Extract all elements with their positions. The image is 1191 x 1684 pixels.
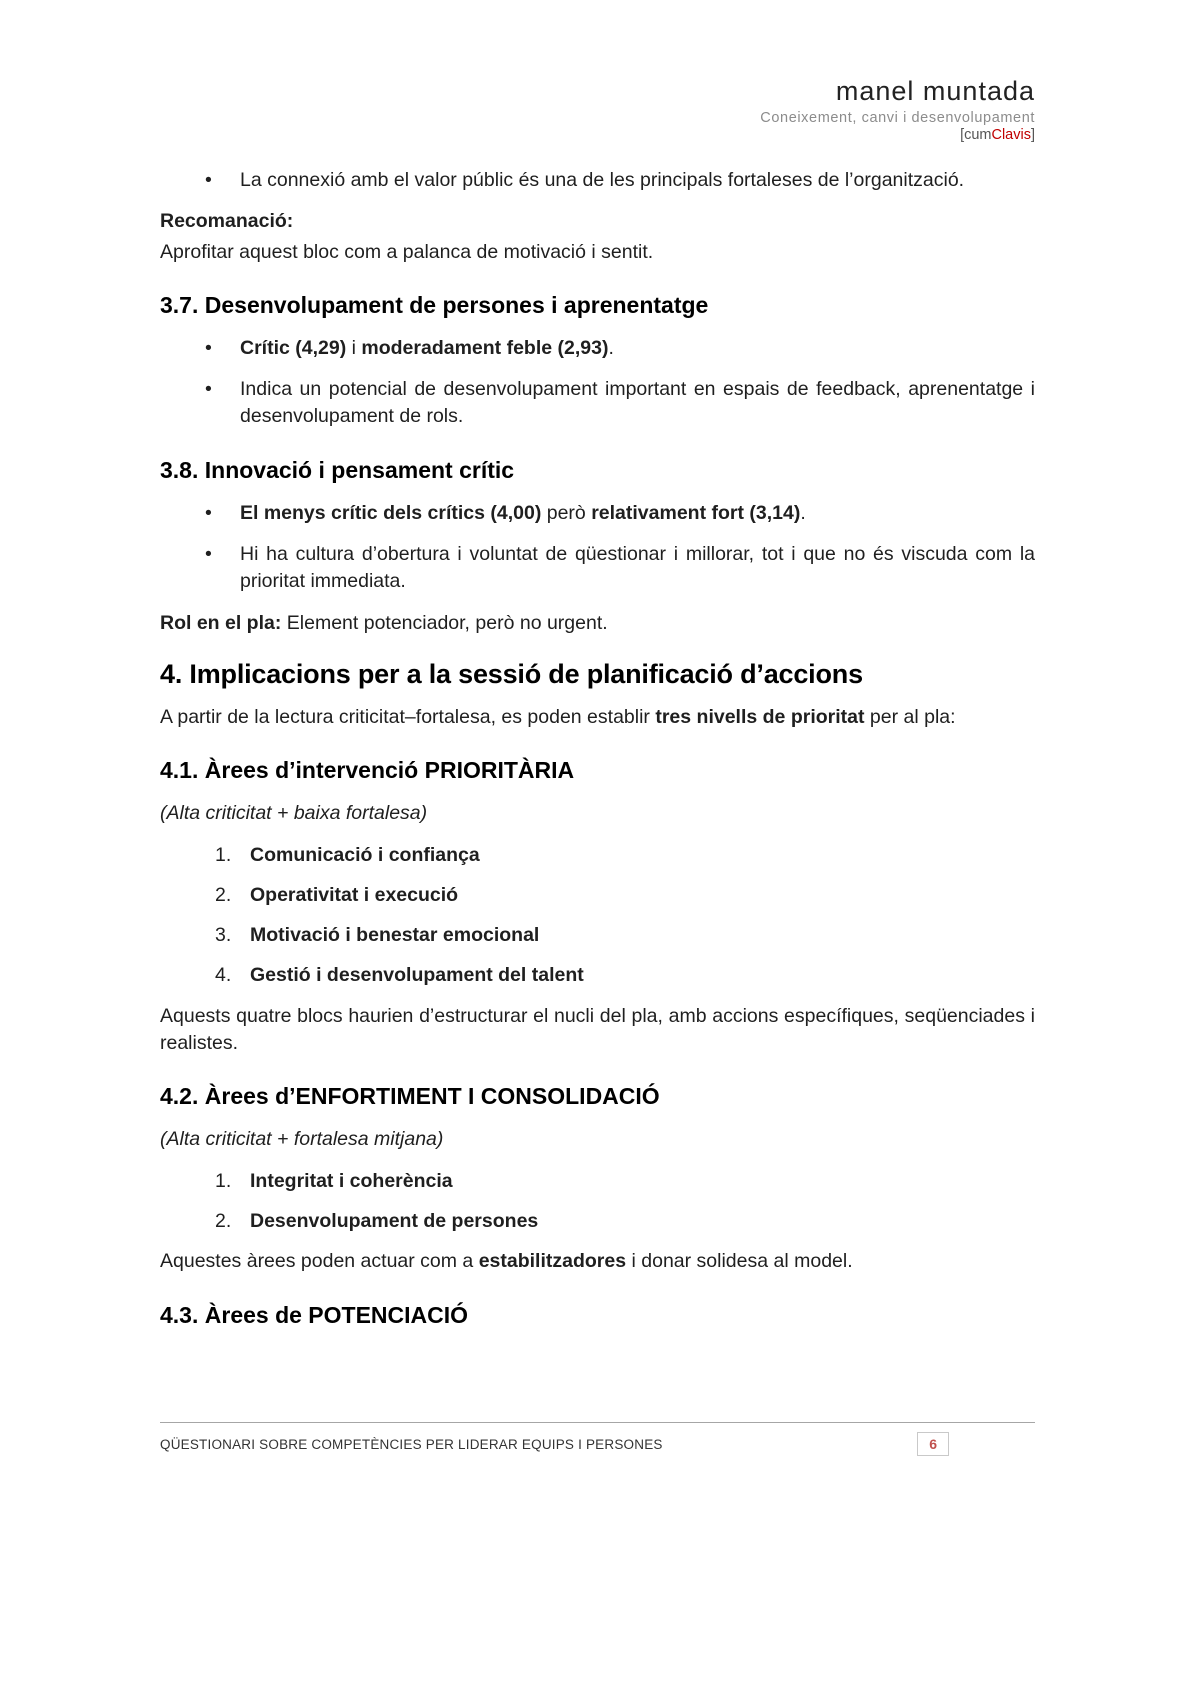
- footer-document-title: QÜESTIONARI SOBRE COMPETÈNCIES PER LIDERAR EQUIPS I PERSONES: [160, 1436, 663, 1452]
- list-number: 1.: [215, 843, 232, 866]
- bullet-text: Indica un potencial de desenvolupament important en espais de feedback, aprenentatge i desenvolupament de rols.: [240, 378, 1035, 428]
- bullet-item: [205, 376, 1035, 431]
- author-name: manel muntada: [835, 76, 1035, 106]
- section-4-1-title: 4.1. Àrees d’intervenció PRIORITÀRIA: [160, 757, 575, 784]
- bullet-icon: •: [205, 543, 212, 566]
- section-3-8-title: 3.8. Innovació i pensament crític: [160, 456, 515, 483]
- bullet-item: [205, 500, 1035, 527]
- list-number: 2.: [215, 883, 232, 906]
- section-4-3-title: 4.3. Àrees de POTENCIACIÓ: [160, 1301, 469, 1328]
- list-number: 4.: [215, 964, 232, 987]
- bullet-bold-segment: El menys crític dels crítics (4,00): [240, 501, 542, 524]
- bullet-plain-segment: però: [541, 501, 592, 524]
- bullet-plain-segment: .: [608, 336, 614, 359]
- list-number: 1.: [215, 1169, 232, 1192]
- section-4-1-paragraph: Aquests quatre blocs haurien d’estructurar el nucli del pla, amb accions específiques, seqüenciades i realistes.: [160, 1004, 1035, 1055]
- paragraph-bold-segment: estabilitzadores: [478, 1250, 627, 1273]
- document-header: [160, 76, 1035, 143]
- brand-mark-prefix: [cum: [960, 127, 992, 143]
- section-3-7-title: 3.7. Desenvolupament de persones i aprenentatge: [160, 291, 709, 318]
- bullet-text: La connexió amb el valor públic és una de les principals fortaleses de l’organització.: [240, 169, 965, 191]
- list-number: 2.: [215, 1209, 232, 1232]
- numbered-list-item: [215, 1168, 1035, 1195]
- bullet-item: [205, 541, 1035, 596]
- brand-mark-suffix: ]: [1030, 127, 1035, 143]
- list-item-text: Motivació i benestar emocional: [250, 924, 540, 947]
- intro-plain-segment: per al pla:: [864, 705, 956, 728]
- paragraph-plain-segment: Aquestes àrees poden actuar com a: [160, 1250, 479, 1273]
- section-4-intro: [160, 704, 1035, 731]
- paragraph-plain-segment: i donar solidesa al model.: [626, 1250, 853, 1273]
- numbered-list-item: [215, 882, 1035, 909]
- section-4-1-subtitle: (Alta criticitat + baixa fortalesa): [160, 802, 428, 825]
- recomanacio-text: Aprofitar aquest bloc com a palanca de motivació i sentit.: [160, 240, 654, 263]
- numbered-list-item: [215, 842, 1035, 869]
- bullet-icon: •: [205, 501, 212, 524]
- section-4-title: 4. Implicacions per a la sessió de planificació d’accions: [160, 658, 863, 689]
- bullet-item: [205, 335, 1035, 362]
- list-item-text: Integritat i coherència: [250, 1169, 453, 1192]
- bullet-text: Hi ha cultura d’obertura i voluntat de qüestionar i millorar, tot i que no és viscuda com la prioritat immediata.: [240, 543, 1035, 593]
- bullet-text: [240, 335, 1035, 362]
- brand-mark-accent: Clavis: [991, 127, 1031, 143]
- bullet-icon: •: [205, 336, 212, 359]
- list-number: 3.: [215, 924, 232, 947]
- rol-text: Element potenciador, però no urgent.: [281, 611, 608, 634]
- section-4-2-paragraph: [160, 1248, 1035, 1275]
- list-item-text: Gestió i desenvolupament del talent: [250, 964, 584, 987]
- bullet-icon: •: [205, 169, 212, 191]
- recomanacio-label: Recomanació:: [160, 210, 294, 233]
- bullet-plain-segment: i: [346, 336, 362, 359]
- numbered-list-item: [215, 962, 1035, 989]
- intro-plain-segment: A partir de la lectura criticitat–fortalesa, es poden establir: [160, 705, 656, 728]
- bullet-icon: •: [205, 378, 212, 401]
- document-footer: [160, 1422, 1035, 1456]
- bullet-bold-segment: relativament fort (3,14): [591, 501, 801, 524]
- section-4-2-title: 4.2. Àrees d’ENFORTIMENT I CONSOLIDACIÓ: [160, 1083, 660, 1110]
- numbered-list-item: [215, 922, 1035, 949]
- brand-mark: [160, 127, 1035, 143]
- bullet-bold-segment: moderadament feble (2,93): [361, 336, 609, 359]
- rol-en-el-pla-line: [160, 610, 1035, 637]
- intro-bold-segment: tres nivells de prioritat: [655, 705, 865, 728]
- rol-label: Rol en el pla:: [160, 611, 282, 634]
- list-item-text: Operativitat i execució: [250, 883, 459, 906]
- list-item-text: Desenvolupament de persones: [250, 1209, 539, 1232]
- section-4-2-subtitle: (Alta criticitat + fortalesa mitjana): [160, 1128, 444, 1151]
- author-tagline: Coneixement, canvi i desenvolupament: [760, 110, 1035, 126]
- bullet-item: [205, 167, 1035, 194]
- bullet-text: [240, 500, 1035, 527]
- page-number: 6: [917, 1432, 949, 1456]
- bullet-bold-segment: Crític (4,29): [240, 336, 347, 359]
- numbered-list-item: [215, 1208, 1035, 1235]
- bullet-plain-segment: .: [800, 501, 806, 524]
- list-item-text: Comunicació i confiança: [250, 843, 480, 866]
